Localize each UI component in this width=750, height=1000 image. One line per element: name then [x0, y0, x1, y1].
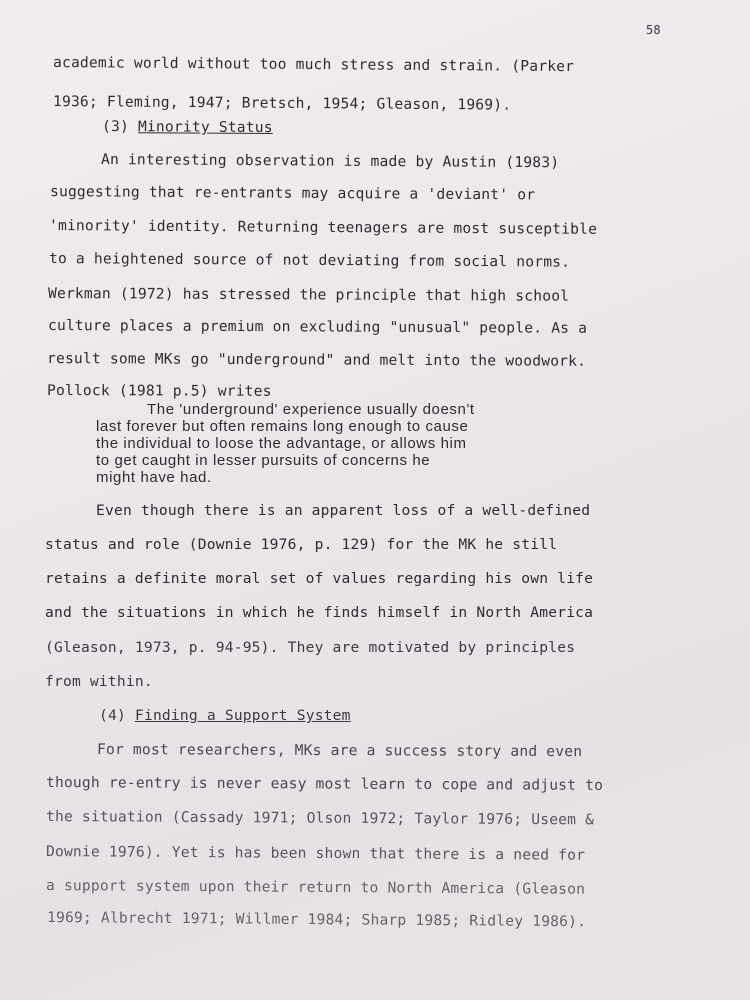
minority-line-4: to a heightened source of not deviating from social norms. [48, 250, 571, 271]
block-quote-line-4: to get caught in lesser pursuits of concerns he [96, 452, 431, 469]
status-line-1: Even though there is an apparent loss of a well-defined [96, 502, 591, 519]
support-line-6: 1969; Albrecht 1971; Willmer 1984; Sharp 1985; Ridley 1986). [46, 909, 587, 931]
status-line-6: from within. [45, 673, 153, 690]
section-title: Finding a Support System [134, 707, 351, 724]
block-quote-line-5: might have had. [96, 469, 212, 486]
minority-line-3: 'minority' identity. Returning teenagers are most susceptible [48, 217, 598, 238]
status-line-3: retains a definite moral set of values regarding his own life [45, 570, 594, 587]
support-line-5: a support system upon their return to North America (Gleason [45, 877, 586, 898]
section-title: Minority Status [137, 118, 273, 137]
status-line-5: (Gleason, 1973, p. 94-95). They are motivated by principles [45, 639, 576, 656]
minority-line-5: Werkman (1972) has stressed the principle that high school [47, 285, 570, 305]
block-quote-line-1: The 'underground' experience usually doesn't [147, 401, 475, 418]
minority-line-2: suggesting that re-entrants may acquire a 'deviant' or [49, 183, 536, 204]
page-number: 58 [646, 23, 661, 37]
section-heading-support-system [99, 707, 351, 725]
support-line-3: the situation (Cassady 1971; Olson 1972; Taylor 1976; Useem & [45, 808, 595, 829]
minority-line-6: culture places a premium on excluding "unusual" people. As a [47, 317, 588, 337]
minority-line-8: Pollock (1981 p.5) writes [46, 382, 272, 400]
status-line-2: status and role (Downie 1976, p. 129) for the MK he still [45, 536, 558, 553]
section-number: (3) [101, 118, 130, 136]
intro-line-1: academic world without too much stress and strain. (Parker [52, 54, 575, 76]
block-quote-line-3: the individual to loose the advantage, or allows him [96, 435, 467, 452]
intro-line-2: 1936; Fleming, 1947; Bretsch, 1954; Gleason, 1969). [52, 93, 512, 114]
support-line-2: though re-entry is never easy most learn to cope and adjust to [45, 774, 604, 794]
minority-line-7: result some MKs go "underground" and melt into the woodwork. [46, 350, 587, 370]
status-line-4: and the situations in which he finds himself in North America [45, 604, 594, 621]
support-line-4: Downie 1976). Yet is has been shown that there is a need for [45, 843, 586, 864]
section-heading-minority-status [102, 118, 273, 137]
block-quote-line-2: last forever but often remains long enough to cause [96, 418, 469, 435]
section-number: (4) [99, 707, 126, 724]
support-line-1: For most researchers, MKs are a success story and even [96, 741, 583, 761]
minority-line-1: An interesting observation is made by Austin (1983) [100, 151, 560, 172]
